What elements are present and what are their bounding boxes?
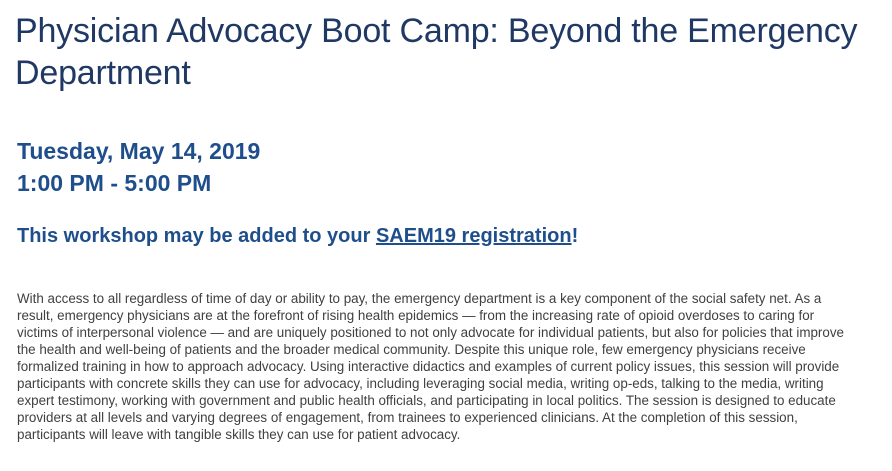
session-description: With access to all regardless of time of day or ability to pay, the emergency department is a key component of the social safety net. As a result, emergency physicians are at the forefront of rising health epidemics — from the increasing rate of opioid overdoses to caring for victims of interpersonal violence — and are uniquely positioned to not only advocate for individual patients, but also for policies that improve the health and well-being of patients and the broader medical community. Despite this unique role, few emergency physicians receive formalized training in how to approach advocacy. Using interactive didactics and examples of current policy issues, this session will provide participants with concrete skills they can use for advocacy, including leveraging social media, writing op-eds, talking to the media, writing expert testimony, working with government and public health officials, and participating in local politics. The session is designed to educate providers at all levels and varying degrees of engagement, from trainees to experienced clinicians. At the completion of this session, participants will leave with tangible skills they can use for patient advocacy. xyxy=(17,291,844,442)
event-time: 1:00 PM - 5:00 PM xyxy=(17,170,212,196)
registration-promo xyxy=(17,221,578,251)
registration-link[interactable]: SAEM19 registration xyxy=(375,225,572,247)
promo-prefix: This workshop may be added to your xyxy=(17,225,376,247)
event-date: Tuesday, May 14, 2019 xyxy=(17,138,261,164)
promo-suffix: ! xyxy=(571,225,579,247)
page-title: Physician Advocacy Boot Camp: Beyond the Emergency Department xyxy=(15,12,858,92)
